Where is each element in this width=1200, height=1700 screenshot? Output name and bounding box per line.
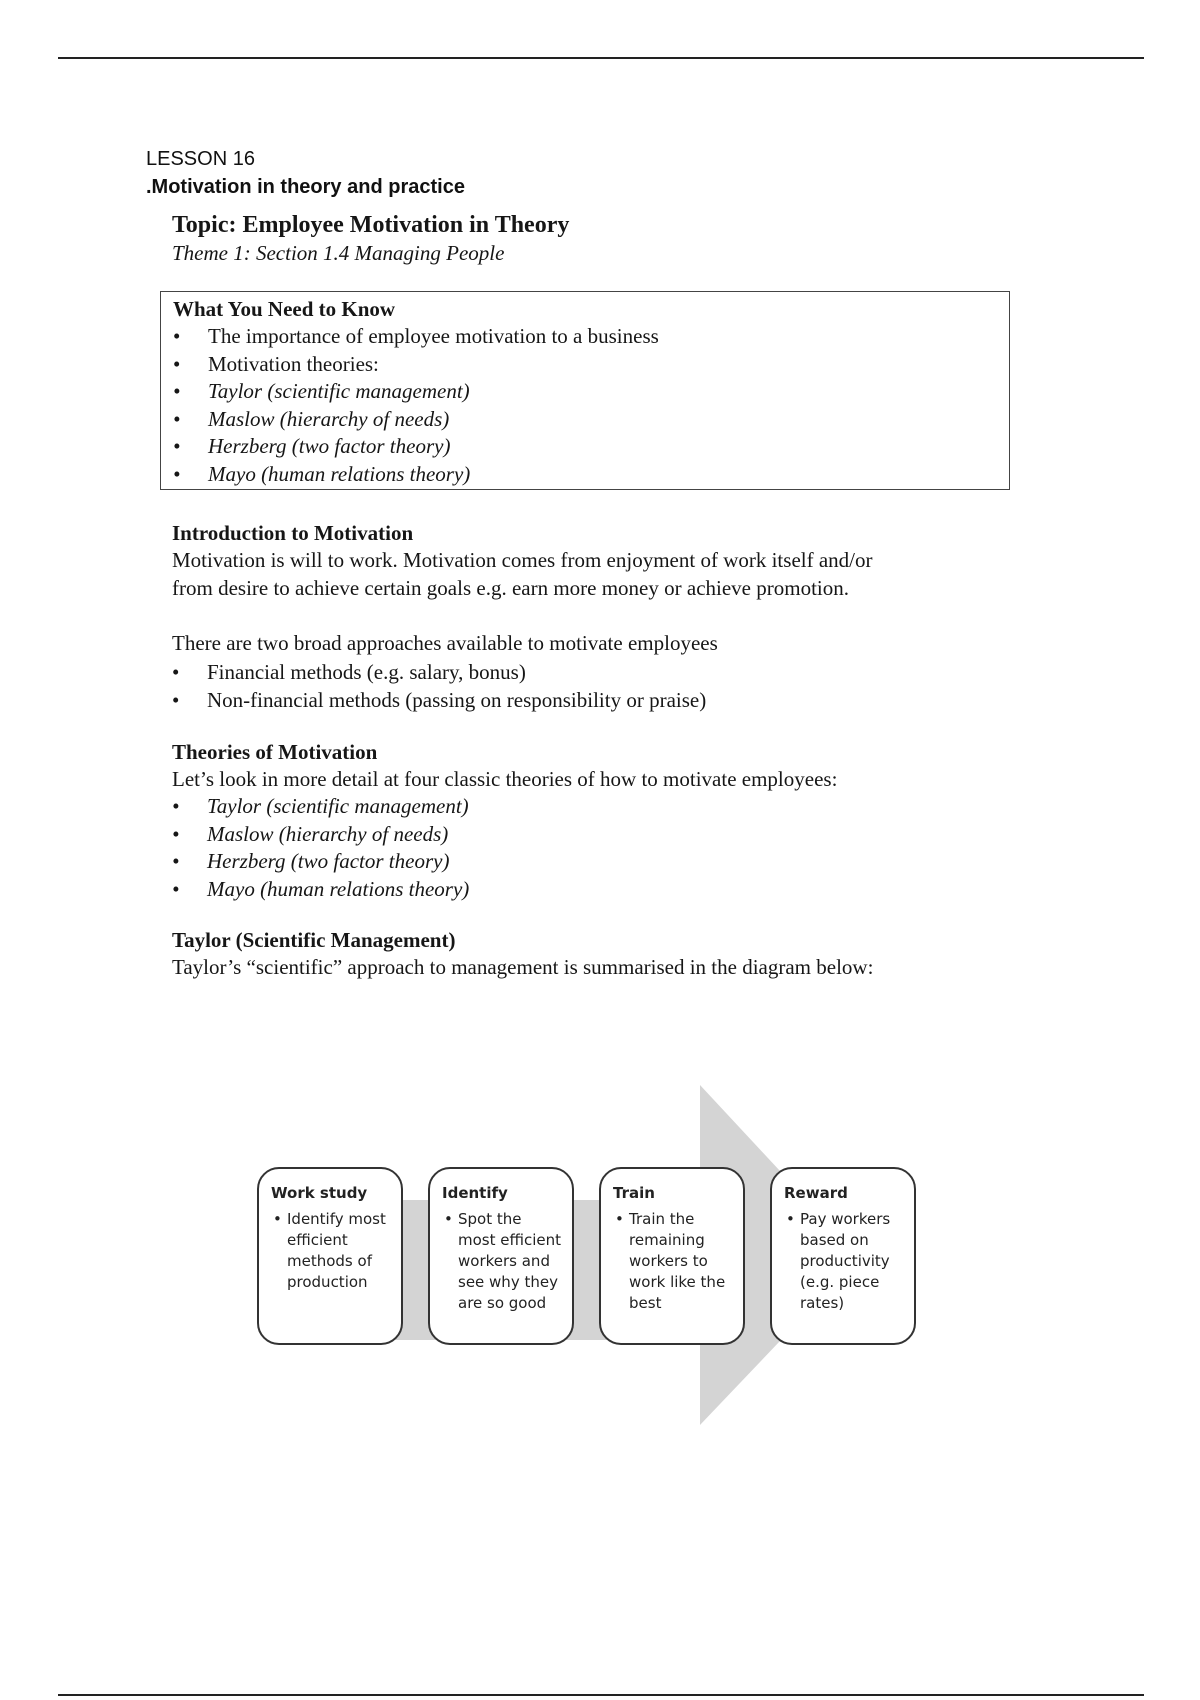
list-item: • Non-financial methods (passing on responsibility or praise) (172, 686, 1032, 715)
taylor-heading: Taylor (Scientific Management) (172, 928, 456, 952)
need-to-know-heading: What You Need to Know (173, 297, 396, 321)
step-train (599, 1167, 745, 1345)
list-item: • Taylor (scientific management) (172, 793, 1032, 821)
step-text: • Spot the most efficient workers and see why they are so good (442, 1209, 562, 1314)
step-title: Reward (784, 1184, 848, 1202)
list-item: • Maslow (hierarchy of needs) (173, 406, 1009, 434)
list-item: • The importance of employee motivation to a business (173, 323, 1009, 351)
topic-title: Topic: Employee Motivation in Theory (172, 212, 570, 238)
bottom-rule (58, 1694, 1144, 1696)
step-work-study (257, 1167, 403, 1345)
list-item: • Financial methods (e.g. salary, bonus) (172, 658, 1032, 687)
list-item: • Herzberg (two factor theory) (173, 433, 1009, 461)
what-you-need-to-know-box (160, 291, 1010, 490)
theories-heading: Theories of Motivation (172, 739, 378, 764)
step-title: Identify (442, 1184, 508, 1202)
taylor-intro: Taylor’s “scientific” approach to management is summarised in the diagram below: (172, 955, 874, 979)
step-text: • Identify most efficient methods of production (271, 1209, 391, 1293)
document-body (172, 210, 1032, 982)
approaches-intro: There are two broad approaches available to motivate employees (172, 631, 718, 655)
step-text: • Pay workers based on productivity (e.g. piece rates) (784, 1209, 904, 1314)
taylor-process-diagram (150, 1085, 1050, 1425)
introduction-line-2: from desire to achieve certain goals e.g. earn more money or achieve promotion. (172, 575, 849, 600)
lesson-title: .Motivation in theory and practice (146, 176, 465, 198)
need-to-know-list (173, 323, 1009, 488)
list-item: • Motivation theories: (173, 351, 1009, 379)
step-title: Train (613, 1184, 655, 1202)
step-title: Work study (271, 1184, 368, 1202)
approaches-list (172, 658, 1032, 715)
lesson-header (146, 145, 465, 201)
list-item: • Taylor (scientific management) (173, 378, 1009, 406)
step-reward (770, 1167, 916, 1345)
theories-intro: Let’s look in more detail at four classic theories of how to motivate employees: (172, 766, 838, 791)
theories-list (172, 793, 1032, 903)
list-item: • Mayo (human relations theory) (173, 461, 1009, 489)
topic-theme: Theme 1: Section 1.4 Managing People (172, 241, 505, 265)
top-rule (58, 57, 1144, 59)
list-item: • Maslow (hierarchy of needs) (172, 821, 1032, 849)
introduction-line-1: Motivation is will to work. Motivation comes from enjoyment of work itself and/or (172, 548, 873, 572)
introduction-heading: Introduction to Motivation (172, 521, 414, 545)
list-item: • Mayo (human relations theory) (172, 876, 1032, 904)
lesson-number: LESSON 16 (146, 148, 255, 170)
list-item: • Herzberg (two factor theory) (172, 848, 1032, 876)
step-identify (428, 1167, 574, 1345)
step-text: • Train the remaining workers to work like the best (613, 1209, 733, 1314)
